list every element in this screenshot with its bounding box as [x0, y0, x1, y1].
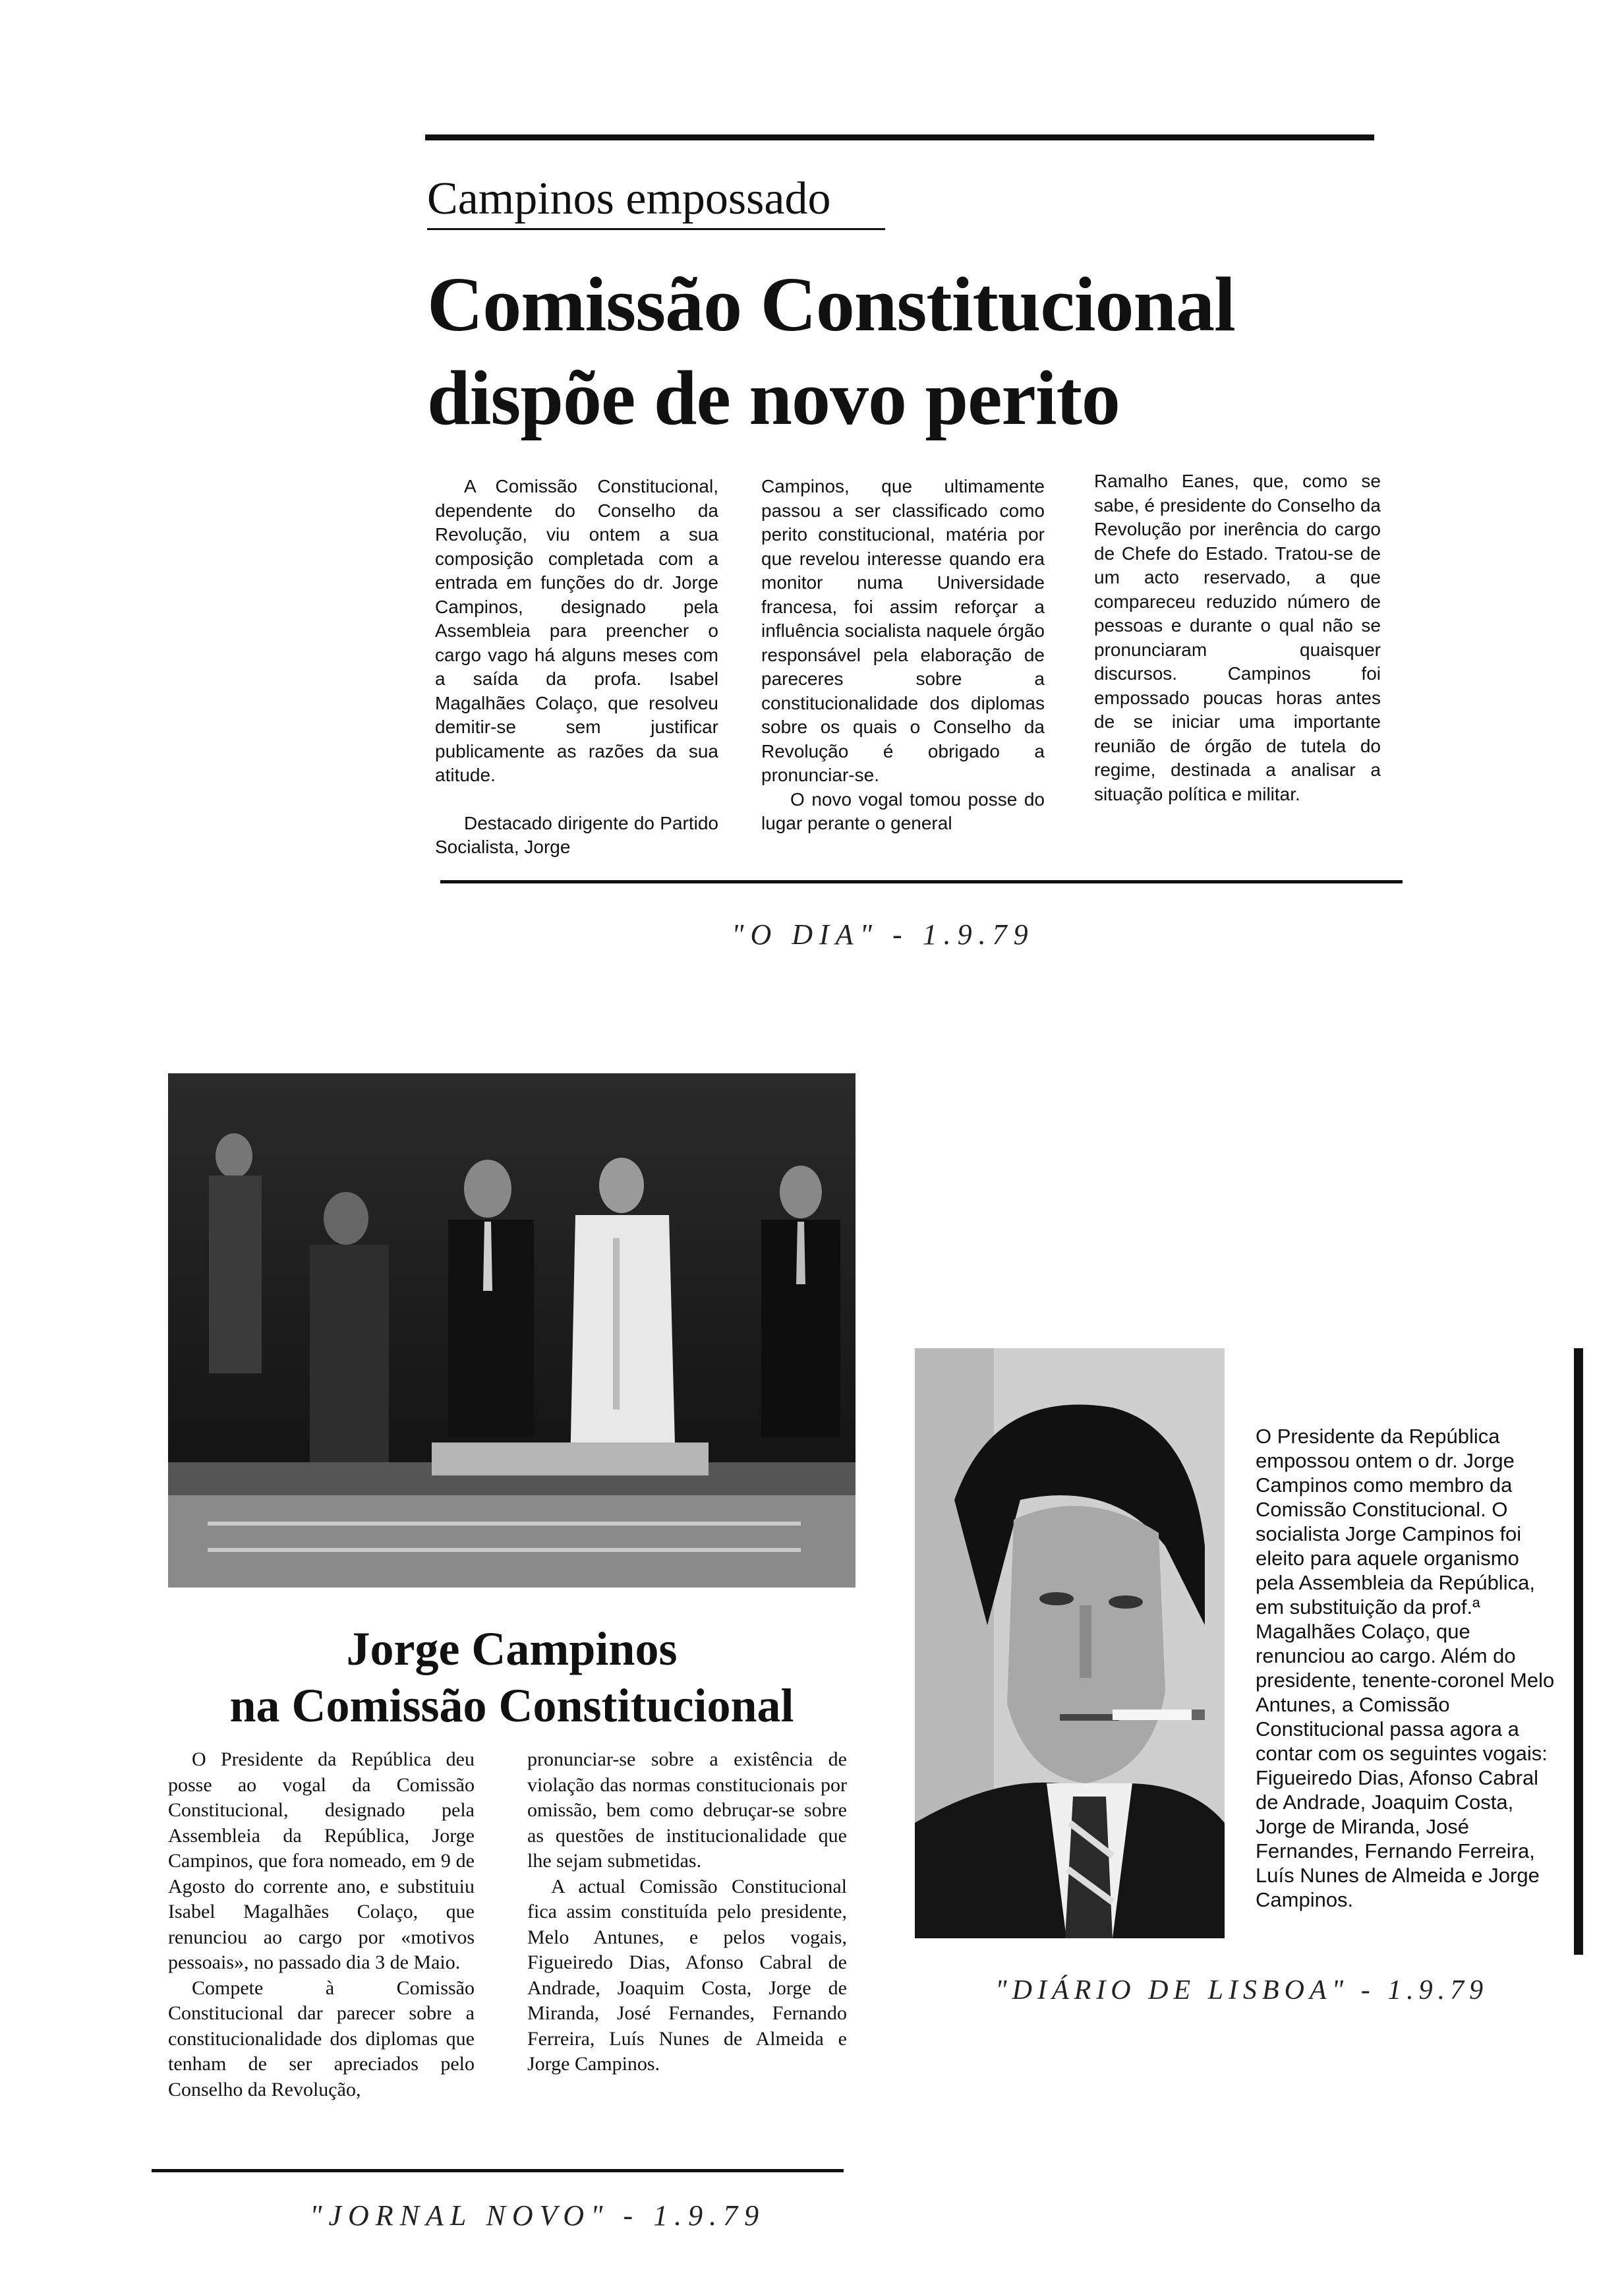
article2-col2-para2: A actual Comissão Constitucional fica assim constituída pelo presidente, Melo Antunes, e pelos vogais, Figueiredo Dias, Afonso Cabral de Andrade, Joaquim Costa, Jorge de Miranda, José Fernandes, Fernando Ferreira, Luís Nunes de Almeida e Jorge Campinos. — [527, 1875, 847, 2075]
article2-col2-para1: pronunciar-se sobre a existência de violação das normas constitucionais por omissão, bem como debruçar-se sobre as questões de institucionalidade que lhe sejam submetidas. — [527, 1748, 847, 1872]
article1-col1-para2: Destacado dirigente do Partido Socialista, Jorge — [435, 812, 718, 857]
article3-caption: O Presidente da República empossou ontem o dr. Jorge Campinos como membro da Comissão Constitucional. O socialista Jorge Campinos foi eleito para aquele organismo pela Assembleia da República, em substituição da prof.ª Magalhães Colaço, que renunciou ao cargo. Além do presidente, tenente-coronel Melo Antunes, a Comissão Constitucional passa agora a contar com os seguintes vogais: Figueiredo Dias, Afonso Cabral de Andrade, Joaquim Costa, Jorge de Miranda, José Fernandes, Fernando Ferreira, Luís Nunes de Almeida e Jorge Campinos. — [1256, 1425, 1555, 1911]
article2-column-2 — [527, 1747, 847, 2077]
kicker-underline — [427, 228, 885, 230]
article1-col2-para2: O novo vogal tomou posse do lugar perante o general — [761, 788, 1045, 833]
article1-bottom-rule — [440, 880, 1403, 883]
article1-headline-line2: dispõe de novo perito — [427, 355, 1120, 441]
article1-headline-line1: Comissão Constitucional — [427, 261, 1235, 347]
article1-column-3 — [1094, 469, 1381, 806]
article2-col1-para1: O Presidente da República deu posse ao vogal da Comissão Constitucional, designado pela Assembleia da República, Jorge Campinos, que fora nomeado, em 9 de Agosto do corrente ano, e substituiu Isabel Magalhães Colaço, que renunciou ao cargo por «motivos pessoais», no passado dia 3 de Maio. — [168, 1748, 475, 1973]
article1-source-note: "O DIA" - 1.9.79 — [732, 918, 1035, 951]
article1-col2-para1: Campinos, que ultimamente passou a ser classificado como perito constitucional, matéria por que revelou interesse quando era monitor numa Universidade francesa, foi assim reforçar a influência socialista naquele órgão responsável pela elaboração de pareceres sobre a constitucionalidade dos diplomas sobre os quais o Conselho da Revolução é obrigado a pronunciar-se. — [761, 476, 1045, 785]
article2-col1-para2: Compete à Comissão Constitucional dar parecer sobre a constitucionalidade dos diplomas que tenham de ser apreciados pelo Conselho da Revolução, — [168, 1977, 475, 2100]
article3-source-note: "DIÁRIO DE LISBOA" - 1.9.79 — [995, 1975, 1489, 2006]
article2-headline-line1: Jorge Campinos — [346, 1622, 678, 1675]
ceremony-photo — [168, 1073, 856, 1588]
article1-column-2 — [761, 475, 1045, 836]
portrait-right-bar — [1574, 1348, 1583, 1955]
article2-headline-line2: na Comissão Constitucional — [229, 1679, 794, 1732]
portrait-photo — [915, 1348, 1225, 1938]
article2-bottom-rule — [152, 2169, 844, 2172]
article1-kicker: Campinos empossado — [427, 173, 831, 224]
article1-col1-para1: A Comissão Constitucional, dependente do Conselho da Revolução, viu ontem a sua composição completada com a entrada em funções do dr. Jorge Campinos, designado pela Assembleia para preencher o cargo vago há alguns meses com a saída da profa. Isabel Magalhães Colaço, que resolveu demitir-se sem justificar publicamente as razões da sua atitude. — [435, 476, 718, 785]
article2-column-1 — [168, 1747, 475, 2102]
article1-col3-para1: Ramalho Eanes, que, como se sabe, é presidente do Conselho da Revolução por inerência do cargo de Chefe do Estado. Tratou-se de um acto reservado, a que compareceu reduzido número de pessoas e durante o qual não se pronunciaram quaisquer discursos. Campinos foi empossado poucas horas antes de se iniciar uma importante reunião de órgão de tutela do regime, destinada a analisar a situação política e militar. — [1094, 471, 1381, 804]
article1-column-1 — [435, 475, 718, 860]
article2-source-note: "JORNAL NOVO" - 1.9.79 — [310, 2199, 766, 2232]
top-rule — [425, 134, 1374, 140]
